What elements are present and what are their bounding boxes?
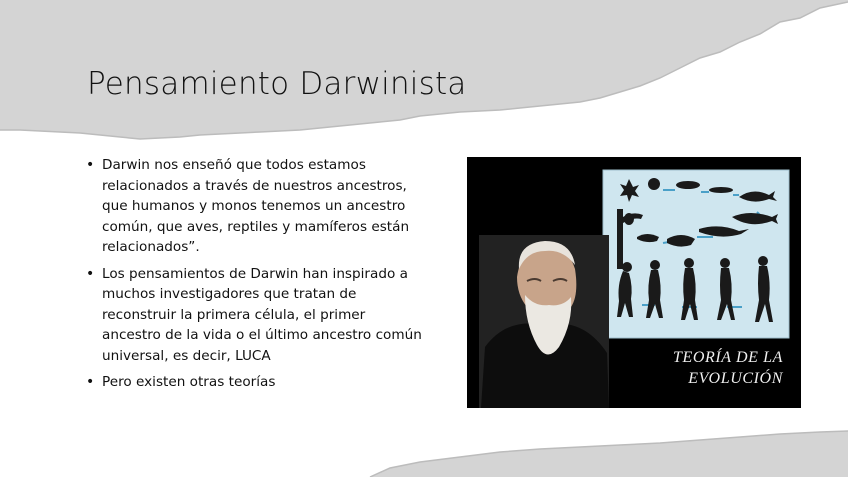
slide-title: Pensamiento Darwinista (87, 66, 467, 102)
bullet-text: Darwin nos enseñó que todos estamos relacionados a través de nuestros ancestros, que humanos y monos tenemos un ancestro común, que aves, reptiles y mamíferos están relacionados”. (102, 157, 410, 255)
bullet-list (86, 155, 426, 399)
bullet-icon: • (86, 374, 95, 390)
torn-paper-bottom (370, 431, 848, 477)
bullet-item (86, 155, 426, 258)
image-caption: TEORÍA DE LA EVOLUCIÓN (672, 349, 783, 387)
bullet-icon: • (86, 265, 95, 282)
darwin-portrait (479, 235, 609, 408)
bullet-item (86, 264, 426, 367)
bullet-text: Pero existen otras teorías (102, 374, 276, 390)
evolution-image (467, 157, 801, 408)
bullet-icon: • (86, 157, 95, 173)
bullet-item (86, 372, 426, 393)
bullet-text: Los pensamientos de Darwin han inspirado a muchos investigadores que tratan de reconstruir la primera célula, el primer ancestro de la vida o el último ancestro común universal, es decir, LUCA (102, 265, 422, 364)
